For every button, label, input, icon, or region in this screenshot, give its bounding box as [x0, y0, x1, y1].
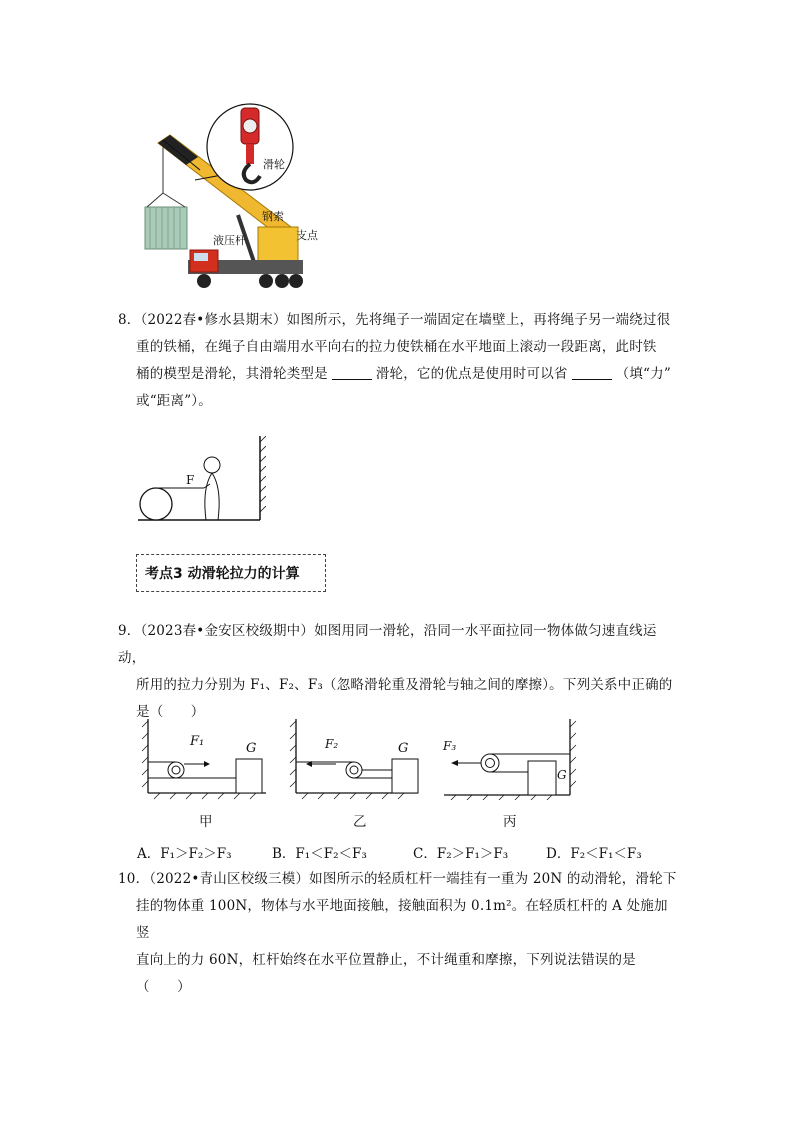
q9-figure-a-svg — [140, 715, 270, 800]
q9-figure-b-svg — [288, 715, 423, 800]
crane-label-hydraulic-rod: 液压杆 — [213, 234, 246, 247]
q10-number: 10． — [118, 871, 150, 887]
q8-figure-svg — [136, 432, 266, 527]
q9-figure-c — [440, 715, 580, 800]
q8-text-1: 如图所示，先将绳子一端固定在墙壁上，再将绳子另一端绕过很 — [286, 312, 671, 328]
q9-option-a[interactable]: A．F₁＞F₂＞F₃ — [137, 846, 232, 862]
q8-blank-2[interactable] — [572, 365, 612, 380]
q8-force-label: F — [186, 473, 195, 487]
q8-line-4: 或“距离”）。 — [136, 393, 212, 409]
q9-figure-b-caption: 乙 — [353, 814, 367, 830]
q8-source: （2022春•修水县期末） — [140, 312, 287, 328]
q10-line-1 — [118, 866, 678, 893]
q8-line-3 — [118, 361, 678, 388]
q8-line-2: 重的铁桶，在绳子自由端用水平向右的拉力使铁桶在水平地面上滚动一段距离，此时铁 — [136, 339, 657, 355]
q9-figure-b — [288, 715, 423, 800]
q8-number: 8． — [118, 312, 141, 328]
q10-source: （2022•青山区校级三模） — [149, 871, 310, 887]
q10-line-3: 直向上的力 60N，杠杆始终在水平位置静止，不计绳重和摩擦，下列说法错误的是（ ） — [136, 952, 636, 995]
q9-figure-c-weight: G — [557, 768, 567, 782]
q8-text-3a: 桶的模型是滑轮，其滑轮类型是 — [136, 366, 328, 382]
question-8 — [118, 307, 678, 415]
pulley-zoom-circle — [205, 102, 295, 192]
q9-source: （2023春•金安区校级期中） — [140, 623, 315, 639]
q9-option-b[interactable]: B．F₁＜F₂＜F₃ — [272, 846, 367, 862]
q9-option-c[interactable]: C．F₂＞F₁＞F₃ — [413, 846, 509, 862]
q9-line-2: 所用的拉力分别为 F₁、F₂、F₃（忽略滑轮重及滑轮与轴之间的摩擦）。下列关系中正确的 — [136, 677, 673, 693]
crane-label-pivot: 支点 — [296, 229, 318, 242]
q9-line-1 — [118, 618, 678, 672]
q9-figure-c-svg — [440, 715, 580, 800]
q8-figure — [136, 432, 266, 527]
q8-blank-1[interactable] — [332, 365, 372, 380]
q9-figure-a — [140, 715, 270, 800]
q9-figure-a-weight: G — [246, 741, 257, 756]
q9-number: 9． — [118, 623, 141, 639]
q8-text-3c: （填“力” — [615, 366, 671, 382]
q9-line-3: 是（ ） — [136, 704, 205, 720]
crane-label-pulley: 滑轮 — [263, 158, 285, 171]
question-10 — [118, 866, 678, 1001]
section-label-box: 考点3 动滑轮拉力的计算 — [136, 554, 326, 592]
pulley-detail-svg — [205, 102, 295, 192]
q8-text-3b: 滑轮，它的优点是使用时可以省 — [375, 366, 568, 382]
q8-line-1 — [118, 307, 678, 334]
q9-figure-b-force: F₂ — [325, 737, 339, 751]
q9-figure-c-force: F₃ — [443, 739, 457, 753]
q10-text-1: 如图所示的轻质杠杆一端挂有一重为 20N 的动滑轮，滑轮下 — [309, 871, 677, 887]
q9-figure-b-weight: G — [398, 741, 409, 756]
q9-figure-c-caption: 丙 — [503, 814, 517, 830]
q9-figure-a-force: F₁ — [190, 734, 205, 749]
q9-text-1: 如图用同一滑轮，沿同一水平面拉同一物体做匀速直线运动， — [118, 623, 657, 666]
q9-option-d[interactable]: D．F₂＜F₁＜F₃ — [546, 846, 642, 862]
question-9 — [118, 618, 678, 726]
q10-line-2: 挂的物体重 100N，物体与水平地面接触，接触面积为 0.1m²。在轻质杠杆的 A 处施加竖 — [136, 898, 668, 941]
crane-label-steel-cable: 钢索 — [262, 210, 284, 223]
q9-figure-a-caption: 甲 — [199, 814, 213, 830]
